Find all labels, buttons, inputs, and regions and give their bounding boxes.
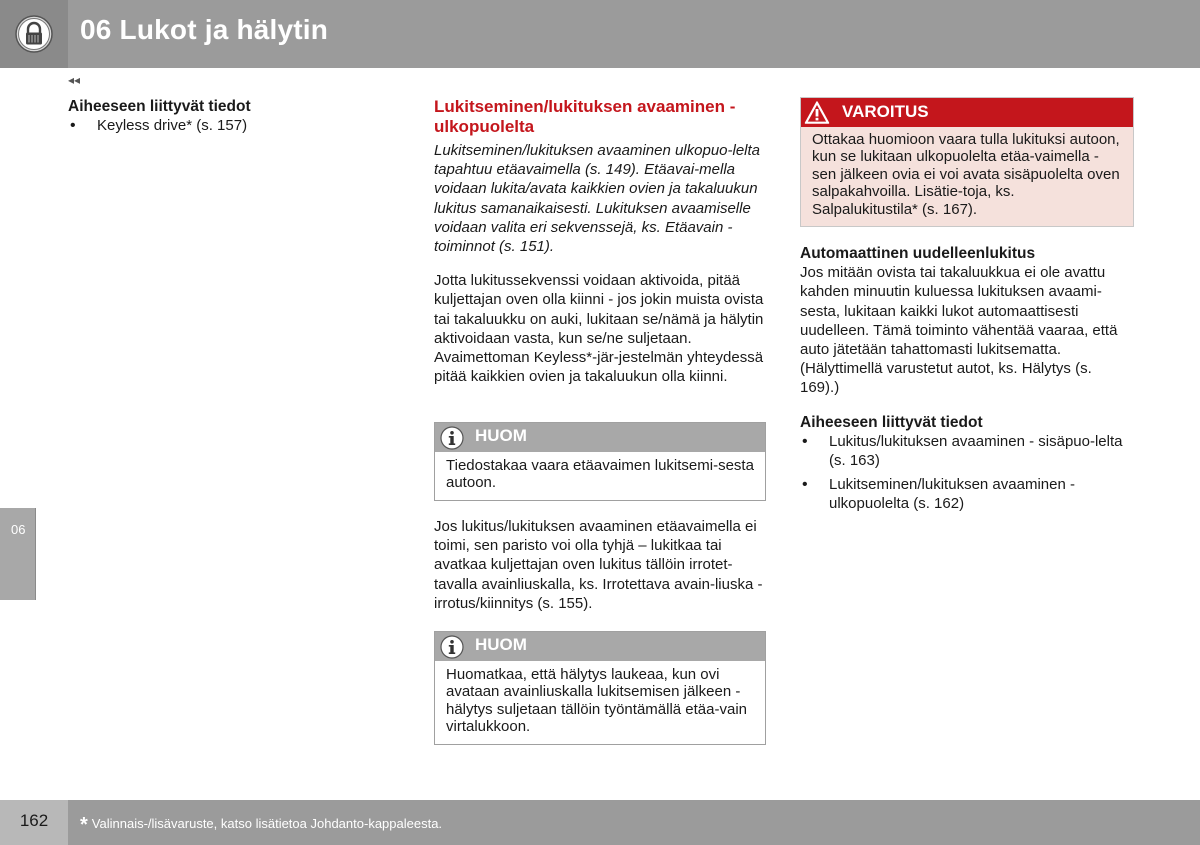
warning-header: [801, 98, 1133, 127]
relock-heading: Automaattinen uudelleenlukitus: [800, 245, 1036, 262]
padlock-icon: [14, 14, 54, 54]
note-box: [434, 422, 766, 501]
column-left: [68, 97, 388, 135]
warning-label: VAROITUS: [842, 102, 929, 121]
info-icon: [440, 426, 464, 450]
note-text: Tiedostakaa vaara etäavaimen lukitsemi-sesta autoon.: [446, 457, 754, 492]
footnote-star: *: [80, 814, 88, 836]
column-right: [800, 244, 1132, 514]
note-text: Huomatkaa, että hälytys laukeaa, kun ovi avataan avainliuskalla lukitsemisen jälkeen - hälytys suljetaan tällöin työntämällä etäa-vain virtalukkoon.: [446, 666, 748, 736]
note-label: HUOM: [475, 426, 527, 445]
relock-paragraph: Jos mitään ovista tai takaluukkua ei ole avattu kahden minuutin kuluessa lukituksen avaami-sesta, lukitaan kaikki lukot automaattisesti uudelleen. Tämä toiminto vähentää vaaraa, että auto jätetään tahattomasti lukitsematta. (Hälyttimellä varustetut autot, ks. Hälytys (s. 169).): [800, 264, 1118, 397]
footnote-text: Valinnais-/lisävaruste, katso lisätietoa Johdanto-kappaleesta.: [91, 816, 443, 831]
back-arrows-icon[interactable]: ◂◂: [68, 73, 81, 87]
chapter-title: 06 Lukot ja hälytin: [80, 14, 329, 45]
warning-box: [800, 97, 1134, 227]
page-footer: [0, 800, 1200, 845]
note-label: HUOM: [475, 635, 527, 654]
chapter-side-tab-label: 06: [11, 522, 26, 537]
chapter-side-tab[interactable]: [0, 508, 36, 600]
warning-triangle-icon: [804, 100, 830, 125]
section-heading: Lukitseminen/lukituksen avaaminen - ulkopuolelta: [434, 97, 736, 136]
page-number: 162: [0, 800, 68, 845]
footnote: [80, 814, 442, 837]
related-link[interactable]: • Lukitus/lukituksen avaaminen - sisäpuo-lelta (s. 163): [800, 432, 1132, 470]
note-box: [434, 631, 766, 745]
column-middle-cont: [434, 517, 766, 613]
chapter-icon-box: [0, 0, 68, 68]
related-info-heading: Aiheeseen liittyvät tiedot: [68, 98, 251, 115]
warning-text: Ottakaa huomioon vaara tulla lukituksi autoon, kun se lukitaan ulkopuolelta etäa-vaimella - sen jälkeen ovia ei voi avata sisäpuolelta oven salpakahvoilla. Lisätie-toja, ks. Salpalukitustila* (s. 167).: [812, 131, 1120, 218]
page-header: [0, 0, 1200, 68]
intro-paragraph: Lukitseminen/lukituksen avaaminen ulkopuo-lelta tapahtuu etäavaimella (s. 149). Etäavai-mella voidaan lukita/avata kaikkien ovien ja takaluukun lukitus samanaikaisesti. Lukituksen avaamiselle voidaan valita eri sekvenssejä, ks. Etäavain - toiminnot (s. 151).: [434, 142, 761, 256]
note-header: [435, 632, 765, 661]
body-paragraph: Jotta lukitussekvenssi voidaan aktivoida, pitää kuljettajan oven olla kiinni - jos jokin muista ovista tai takaluukku on auki, lukitaan se/nämä ja hälytin aktivoidaan vasta, kun se/ne suljetaan. Avaimettoman Keyless*-jär-jestelmän yhteydessä pitää kaikkien ovien ja takaluukun olla kiinni.: [434, 272, 764, 386]
column-middle: [434, 97, 766, 386]
info-icon: [440, 635, 464, 659]
note-header: [435, 423, 765, 452]
related-info-heading: Aiheeseen liittyvät tiedot: [800, 413, 983, 431]
related-link[interactable]: • Keyless drive* (s. 157): [68, 116, 388, 135]
related-link[interactable]: • Lukitseminen/lukituksen avaaminen - ulkopuolelta (s. 162): [800, 475, 1132, 513]
body-paragraph: Jos lukitus/lukituksen avaaminen etäavaimella ei toimi, sen paristo voi olla tyhjä – lukitkaa tai avatkaa kuljettajan oven lukitus tällöin irrotet-tavalla avainliuskalla, ks. Irrotettava avain-liuska - irrotus/kiinnitys (s. 155).: [434, 518, 763, 612]
